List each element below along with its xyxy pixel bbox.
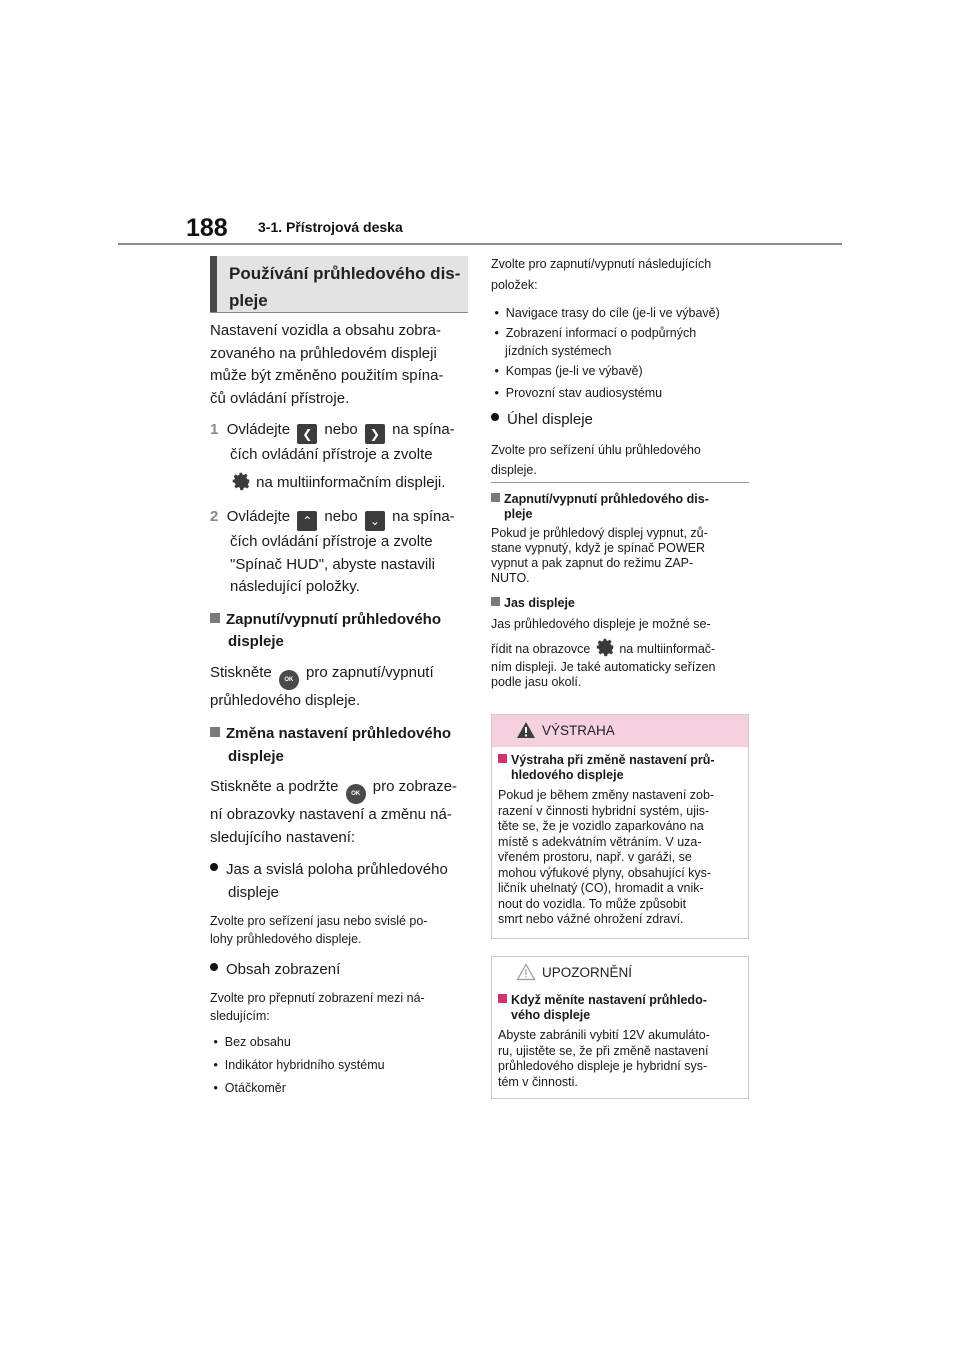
step-number: 1 <box>210 421 219 438</box>
list-item: • Zobrazení informací o podpůrných <box>491 326 697 340</box>
description: Zvolte pro seřízení jasu nebo svislé po- <box>210 914 428 928</box>
description: sledujícím: <box>210 1008 270 1023</box>
intro-line: Nastavení vozidla a obsahu zobra- <box>210 322 441 339</box>
intro-line: zovaného na průhledovém displeji <box>210 344 437 362</box>
right-column <box>491 254 749 480</box>
notice-body <box>492 989 748 1090</box>
step-text: nebo <box>324 508 358 525</box>
list-item-text: Zobrazení informací o podpůrných <box>505 326 697 340</box>
intro-line: může být změněno použitím spína- <box>210 367 444 384</box>
note-heading-text: Zapnutí/vypnutí průhledového dis- <box>504 492 709 506</box>
square-bullet-icon <box>498 754 507 763</box>
page-number: 188 <box>186 214 228 242</box>
list-item-text: Provozní stav audiosystému <box>505 386 663 400</box>
bullet-item <box>210 859 468 882</box>
left-column <box>210 320 468 1100</box>
description: lohy průhledového displeje. <box>210 932 362 946</box>
bullet-dot-icon <box>210 863 218 871</box>
warning-triangle-icon <box>516 721 536 739</box>
warning-text: razení v činnosti hybridní systém, ujis- <box>498 803 710 818</box>
gear-icon <box>230 470 252 492</box>
step-text: následující položky. <box>230 578 360 595</box>
list-item: • Bez obsahu <box>210 1034 291 1049</box>
paragraph-text: pro zobraze- <box>372 778 457 795</box>
step-text: na spína- <box>392 421 455 438</box>
step-text: čích ovládání přístroje a zvolte <box>230 533 433 550</box>
warning-text: těte se, že je vozidlo zaparkováno na <box>498 819 704 833</box>
heading-divider <box>210 312 468 313</box>
note-text: na multiinformač- <box>619 642 716 656</box>
step-1-line3 <box>210 470 468 495</box>
description: Zvolte pro seřízení úhlu průhledového <box>491 442 701 457</box>
ok-button-icon: OK <box>279 670 299 690</box>
section-heading-line2: pleje <box>229 291 268 310</box>
subheading-text: Zapnutí/vypnutí průhledového <box>226 610 441 628</box>
notice-heading-text: vého displeje <box>511 1008 591 1022</box>
description: Zvolte pro přepnutí zobrazení mezi ná- <box>210 990 425 1005</box>
step-2 <box>210 506 468 531</box>
warning-heading-text: hledového displeje <box>511 768 624 782</box>
list-item-text: Kompas (je-li ve výbavě) <box>505 364 643 378</box>
warning-header <box>492 715 748 747</box>
note-heading-text: pleje <box>504 507 533 521</box>
warning-heading-text: Výstraha při změně nastavení prů- <box>511 753 715 767</box>
note-text-with-icon <box>491 636 749 660</box>
description: displeje. <box>491 462 537 477</box>
warning-title: VÝSTRAHA <box>542 723 615 738</box>
subheading-settings <box>210 723 468 746</box>
list-item-text: Bez obsahu <box>224 1034 291 1049</box>
subheading-power <box>210 609 468 632</box>
step-text: "Spínač HUD", abyste nastavili <box>230 555 435 573</box>
chapter-title: 3-1. Přístrojová deska <box>258 219 403 235</box>
list-item: • Provozní stav audiosystému <box>491 386 663 400</box>
section-heading-line1: Používání průhledového dis- <box>229 264 461 283</box>
subheading-text: displeje <box>228 747 284 765</box>
square-bullet-icon <box>498 994 507 1003</box>
note-text: vypnut a pak zapnut do režimu ZAP- <box>491 556 694 570</box>
paragraph <box>210 662 468 690</box>
notice-heading-text: Když měníte nastavení průhledo- <box>511 993 707 1007</box>
description: Zvolte pro zapnutí/vypnutí následujících <box>491 257 712 271</box>
notice-text: průhledového displeje je hybridní sys- <box>498 1059 708 1073</box>
note-text: řídit na obrazovce <box>491 642 591 656</box>
chevron-right-icon: ❯ <box>365 424 385 444</box>
note-heading-text: Jas displeje <box>504 596 575 610</box>
gear-icon <box>594 636 616 658</box>
warning-body <box>492 747 748 928</box>
step-text: nebo <box>324 421 358 438</box>
list-item: • Kompas (je-li ve výbavě) <box>491 364 643 378</box>
list-item: • Navigace trasy do cíle (je-li ve výbavě) <box>491 306 720 320</box>
warning-text: Pokud je během změny nastavení zob- <box>498 788 715 802</box>
caution-triangle-icon <box>516 963 536 981</box>
warning-text: vřeném prostoru, např. v garáži, se <box>498 850 692 864</box>
note-text: Pokud je průhledový displej vypnut, zů- <box>491 526 708 540</box>
warning-text: ličník uhelnatý (CO), hromadit a vnik- <box>498 881 704 895</box>
section-heading <box>210 256 468 312</box>
paragraph-text: sledujícího nastavení: <box>210 828 356 846</box>
paragraph-text: Stiskněte <box>210 663 272 681</box>
warning-text: mohou výfukové plyny, obsahující kys- <box>498 865 712 880</box>
notice-text: Abyste zabránili vybití 12V akumuláto- <box>498 1028 710 1042</box>
note-text: Jas průhledového displeje je možné se- <box>491 617 711 631</box>
warning-heading <box>498 753 742 768</box>
bullet-item <box>491 409 749 432</box>
note-text: stane vypnutý, když je spínač POWER <box>491 541 705 555</box>
list-item-text: Otáčkoměr <box>224 1080 286 1095</box>
notice-title: UPOZORNĚNÍ <box>542 965 633 980</box>
chevron-left-icon: ❮ <box>297 424 317 444</box>
warning-text: místě s adekvátním větráním. V uza- <box>498 834 702 849</box>
note-text: ním displeji. Je také automaticky seřízen <box>491 660 716 674</box>
step-text: na multiinformačním displeji. <box>256 473 446 491</box>
notice-heading <box>498 993 742 1008</box>
note-heading <box>491 596 749 611</box>
warning-text: nout do vozidla. To může způsobit <box>498 896 687 911</box>
chevron-down-icon: ⌄ <box>365 511 385 531</box>
bullet-dot-icon <box>210 963 218 971</box>
list-item-text: jízdních systémech <box>505 344 612 358</box>
ok-button-icon: OK <box>346 784 366 804</box>
subheading-text: Změna nastavení průhledového <box>226 725 452 742</box>
list-item: • Otáčkoměr <box>210 1080 286 1095</box>
step-number: 2 <box>210 508 219 525</box>
list-item-text: Indikátor hybridního systému <box>224 1057 385 1072</box>
notice-header <box>492 957 748 989</box>
warning-box <box>491 714 749 939</box>
square-bullet-icon <box>210 613 220 623</box>
bullet-text: Úhel displeje <box>507 411 593 428</box>
notice-box <box>491 956 749 1099</box>
paragraph-text: ní obrazovky nastavení a změnu ná- <box>210 806 452 823</box>
bullet-dot-icon <box>491 413 499 421</box>
intro-line: čů ovládání přístroje. <box>210 389 350 407</box>
list-item-text: Navigace trasy do cíle (je-li ve výbavě) <box>505 306 720 320</box>
paragraph-text: Stiskněte a podržte <box>210 778 339 795</box>
warning-text: smrt nebo vážné ohrožení zdraví. <box>498 912 684 926</box>
bullet-text: Obsah zobrazení <box>226 961 341 978</box>
note-text: podle jasu okolí. <box>491 675 582 689</box>
bullet-text: Jas a svislá poloha průhledového <box>226 861 448 878</box>
step-text: na spína- <box>392 508 455 525</box>
list-item: • Indikátor hybridního systému <box>210 1057 385 1072</box>
paragraph-text: průhledového displeje. <box>210 691 361 709</box>
description: položek: <box>491 278 538 292</box>
square-bullet-icon <box>491 597 500 606</box>
note-text: NUTO. <box>491 571 530 585</box>
square-bullet-icon <box>491 493 500 502</box>
step-text: Ovládejte <box>226 508 291 525</box>
chevron-up-icon: ⌃ <box>297 511 317 531</box>
bullet-item <box>210 959 468 982</box>
section-divider <box>491 482 749 483</box>
paragraph <box>210 776 468 804</box>
notes <box>491 492 749 690</box>
step-1 <box>210 419 468 444</box>
subheading-text: displeje <box>228 633 284 650</box>
header-divider <box>118 243 842 245</box>
notice-text: tém v činnosti. <box>498 1074 578 1089</box>
notice-text: ru, ujistěte se, že při změně nastavení <box>498 1043 709 1058</box>
bullet-text: displeje <box>228 883 279 901</box>
note-heading <box>491 492 749 507</box>
step-text: Ovládejte <box>226 421 291 438</box>
paragraph-text: pro zapnutí/vypnutí <box>306 663 434 681</box>
square-bullet-icon <box>210 727 220 737</box>
step-text: čích ovládání přístroje a zvolte <box>230 446 433 463</box>
